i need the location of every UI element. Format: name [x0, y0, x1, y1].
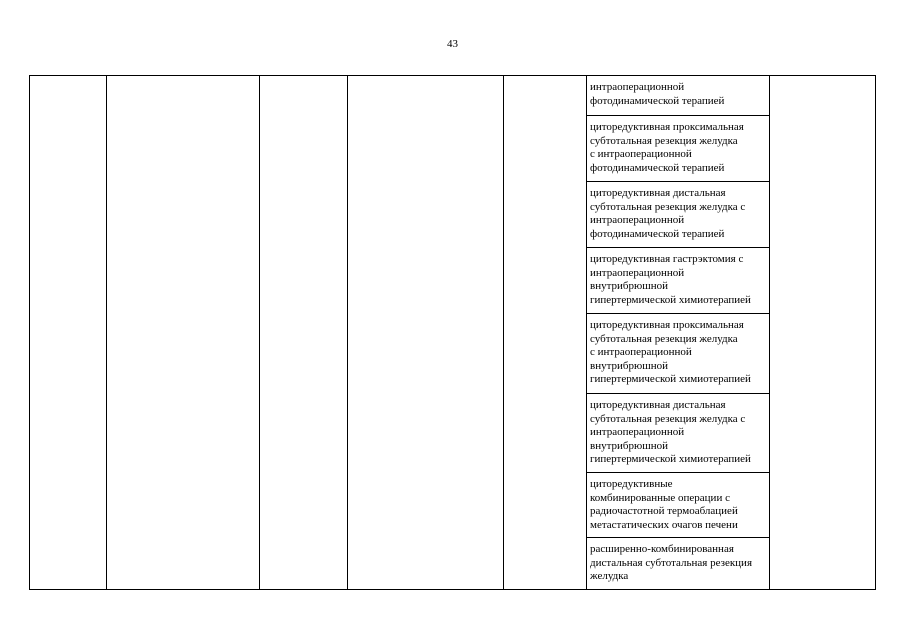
procedure-cell: циторедуктивная гастрэктомия с интраоперационной внутрибрюшной гипертермической химиотерапией [586, 248, 769, 314]
procedure-cell: циторедуктивная дистальная субтотальная резекция желудка с интраоперационной фотодинамической терапией [586, 182, 769, 248]
column-divider [769, 76, 770, 589]
column-divider [106, 76, 107, 589]
procedure-cell: циторедуктивная дистальная субтотальная резекция желудка с интраоперационной внутрибрюшной гипертермической химиотерапией [586, 394, 769, 473]
procedure-cell: интраоперационной фотодинамической терапией [586, 76, 769, 116]
column-divider [347, 76, 348, 589]
procedure-cell: расширенно-комбинированная дистальная субтотальная резекция желудка [590, 543, 753, 583]
procedure-cell: циторедуктивные комбинированные операции с радиочастотной термоаблацией метастатических очагов печени [586, 473, 769, 538]
page-number: 43 [447, 38, 458, 50]
procedure-cell: циторедуктивная проксимальная субтотальная резекция желудка с интраоперационной внутрибрюшной гипертермической химиотерапией [586, 314, 769, 394]
column-divider [259, 76, 260, 589]
column-divider [503, 76, 504, 589]
procedure-cell: циторедуктивная проксимальная субтотальная резекция желудка с интраоперационной фотодинамической терапией [586, 116, 769, 182]
procedures-table [29, 75, 876, 590]
